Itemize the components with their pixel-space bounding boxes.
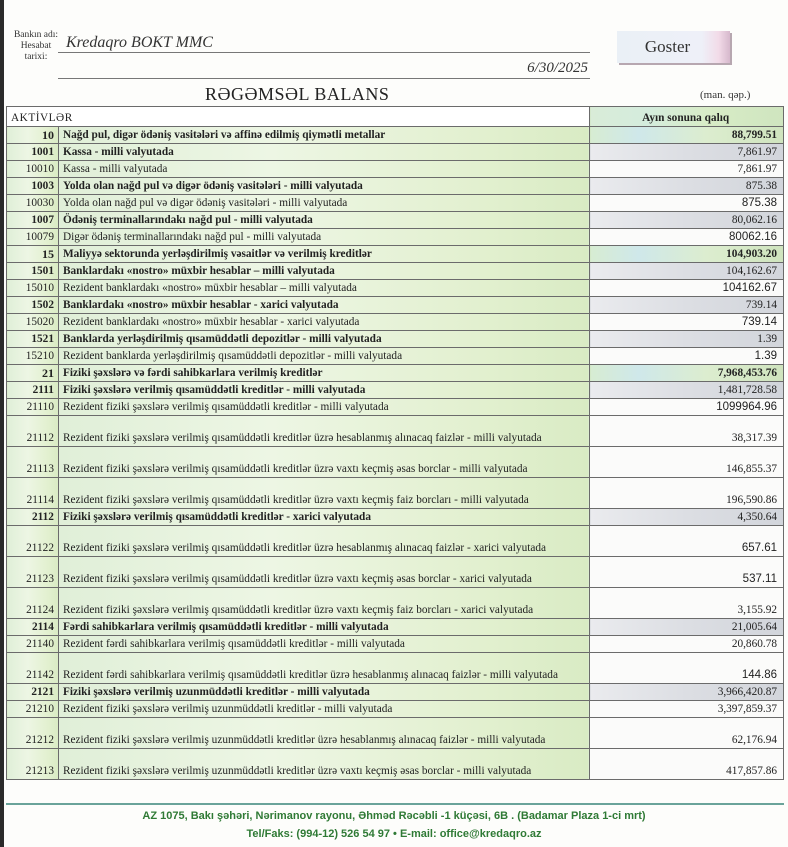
account-description: Digər ödəniş terminallarındakı nağd pul - milli valyutada [58,229,589,246]
account-code: 21210 [7,701,59,718]
account-code: 21112 [7,416,59,447]
account-balance: 21,005.64 [590,619,784,636]
report-header [0,0,788,108]
account-description: Rezident banklarda yerləşdirilmiş qısamüddətli depozitlər - milli valyutada [58,348,589,365]
table-row [7,557,784,588]
account-code: 10010 [7,161,59,178]
table-row [7,749,784,780]
account-description: Rezident fiziki şəxslərə verilmiş qısamüddətli kreditlər üzrə hesablanmış alınacaq faizlər - xarici valyutada [58,526,589,557]
account-balance: 88,799.51 [590,127,784,144]
footer-address: AZ 1075, Bakı şəhəri, Nərimanov rayonu, Əhməd Rəcəbli -1 küçəsi, 6B . (Badamar Plaza 1-ci mrt) [142,810,646,822]
account-balance: 104162.67 [590,280,784,297]
account-description: Rezident fiziki şəxslərə verilmiş uzunmüddətli kreditlər üzrə hesablanmış alınacaq faizlər - milli valyutada [58,718,589,749]
account-code: 1003 [7,178,59,195]
footer-divider [6,803,784,805]
account-balance: 875.38 [590,195,784,212]
report-date-value: 6/30/2025 [527,60,588,76]
account-code: 10030 [7,195,59,212]
table-row [7,229,784,246]
table-row [7,127,784,144]
bank-name-underline [58,52,590,53]
account-description: Rezident fiziki şəxslərə verilmiş qısamüddətli kreditlər üzrə hesablanmış alınacaq faizlər - milli valyutada [58,416,589,447]
account-balance: 3,966,420.87 [590,684,784,701]
account-description: Fiziki şəxslərə və fərdi sahibkarlara verilmiş kreditlər [58,365,589,382]
table-row [7,509,784,526]
field-labels [12,30,60,63]
table-row [7,684,784,701]
table-row [7,348,784,365]
table-row [7,331,784,348]
bank-name-label: Bankın adı: [13,30,59,40]
account-balance: 144.86 [590,653,784,684]
account-balance: 3,397,859.37 [590,701,784,718]
account-description: Rezident banklardakı «nostro» müxbir hesablar - xarici valyutada [58,314,589,331]
account-code: 21110 [7,399,59,416]
value-column-header: Ayın sonuna qalıq [590,107,784,127]
account-balance: 657.61 [590,526,784,557]
bank-name-value: Kredaqro BOKT MMC [66,34,213,51]
page-title: RƏGƏMSƏL BALANS [205,84,390,104]
account-balance: 80,062.16 [590,212,784,229]
account-code: 1502 [7,297,59,314]
account-code: 10079 [7,229,59,246]
account-code: 21123 [7,557,59,588]
account-description: Rezident fiziki şəxslərə verilmiş uzunmüddətli kreditlər üzrə vaxtı keçmiş əsas borclar - milli valyutada [58,749,589,780]
account-balance: 7,861.97 [590,144,784,161]
account-balance: 739.14 [590,314,784,331]
account-code: 21124 [7,588,59,619]
table-row [7,314,784,331]
account-description: Rezident fiziki şəxslərə verilmiş qısamüddətli kreditlər üzrə vaxtı keçmiş faiz borcları - milli valyutada [58,478,589,509]
account-code: 2112 [7,509,59,526]
account-balance: 80062.16 [590,229,784,246]
account-balance: 146,855.37 [590,447,784,478]
account-code: 2121 [7,684,59,701]
show-button[interactable]: Goster [617,31,730,63]
table-row [7,297,784,314]
table-row [7,246,784,263]
account-balance: 739.14 [590,297,784,314]
account-code: 1521 [7,331,59,348]
account-code: 21142 [7,653,59,684]
account-balance: 62,176.94 [590,718,784,749]
account-description: Banklardakı «nostro» müxbir hesablar - xarici valyutada [58,297,589,314]
table-row [7,478,784,509]
table-row [7,526,784,557]
table-row [7,382,784,399]
units-label: (man. qəp.) [700,89,751,101]
account-description: Banklarda yerləşdirilmiş qısamüddətli depozitlər - milli valyutada [58,331,589,348]
account-code: 21114 [7,478,59,509]
account-code: 2111 [7,382,59,399]
account-description: Fiziki şəxslərə verilmiş uzunmüddətli kreditlər - milli valyutada [58,684,589,701]
account-code: 10 [7,127,59,144]
account-code: 15020 [7,314,59,331]
footer-contact: Tel/Faks: (994-12) 526 54 97 • E-mail: office@kredaqro.az [246,828,542,840]
account-description: Rezident fiziki şəxslərə verilmiş qısamüddətli kreditlər üzrə vaxtı keçmiş faiz borcları - xarici valyutada [58,588,589,619]
account-description: Fiziki şəxslərə verilmiş qısamüddətli kreditlər - milli valyutada [58,382,589,399]
account-code: 15010 [7,280,59,297]
table-row [7,399,784,416]
account-code: 21213 [7,749,59,780]
account-code: 1001 [7,144,59,161]
table-row [7,263,784,280]
table-row [7,212,784,229]
table-row [7,636,784,653]
table-row [7,416,784,447]
table-row [7,701,784,718]
account-balance: 417,857.86 [590,749,784,780]
account-code: 21113 [7,447,59,478]
account-code: 1501 [7,263,59,280]
table-header-row [7,107,784,127]
table-row [7,619,784,636]
table-row [7,588,784,619]
report-date-label: Hesabat tarixi: [20,41,52,62]
balance-table [6,106,784,780]
account-description: Ödəniş terminallarındakı nağd pul - milli valyutada [58,212,589,229]
table-row [7,280,784,297]
account-description: Rezident fərdi sahibkarlara verilmiş qısamüddətli kreditlər - milli valyutada [58,636,589,653]
table-row [7,144,784,161]
account-balance: 38,317.39 [590,416,784,447]
account-code: 2114 [7,619,59,636]
account-balance: 20,860.78 [590,636,784,653]
account-description: Nağd pul, digər ödəniş vasitələri və affinə edilmiş qiymətli metallar [58,127,589,144]
table-row [7,178,784,195]
account-description: Maliyyə sektorunda yerləşdirilmiş vəsaitlər və verilmiş kreditlər [58,246,589,263]
account-code: 15210 [7,348,59,365]
section-label: AKTİVLƏR [7,107,590,127]
account-balance: 7,861.97 [590,161,784,178]
account-balance: 7,968,453.76 [590,365,784,382]
account-balance: 1.39 [590,348,784,365]
account-description: Yolda olan nağd pul və digər ödəniş vasitələri - milli valyutada [58,195,589,212]
account-balance: 104,162.67 [590,263,784,280]
account-description: Rezident fiziki şəxslərə verilmiş qısamüddətli kreditlər - milli valyutada [58,399,589,416]
table-row [7,718,784,749]
account-code: 21140 [7,636,59,653]
account-description: Rezident fiziki şəxslərə verilmiş qısamüddətli kreditlər üzrə vaxtı keçmiş əsas borclar - xarici valyutada [58,557,589,588]
window-edge [0,0,4,847]
account-description: Rezident fiziki şəxslərə verilmiş qısamüddətli kreditlər üzrə vaxtı keçmiş əsas borclar - milli valyutada [58,447,589,478]
account-balance: 875.38 [590,178,784,195]
account-balance: 537.11 [590,557,784,588]
account-description: Yolda olan nağd pul və digər ödəniş vasitələri - milli valyutada [58,178,589,195]
account-balance: 4,350.64 [590,509,784,526]
account-balance: 196,590.86 [590,478,784,509]
account-balance: 3,155.92 [590,588,784,619]
account-code: 21 [7,365,59,382]
account-description: Rezident fiziki şəxslərə verilmiş uzunmüddətli kreditlər - milli valyutada [58,701,589,718]
account-description: Banklardakı «nostro» müxbir hesablar – milli valyutada [58,263,589,280]
account-description: Rezident banklardakı «nostro» müxbir hesablar – milli valyutada [58,280,589,297]
table-row [7,653,784,684]
table-row [7,365,784,382]
account-code: 15 [7,246,59,263]
table-row [7,161,784,178]
account-description: Fərdi sahibkarlara verilmiş qısamüddətli kreditlər - milli valyutada [58,619,589,636]
account-description: Fiziki şəxslərə verilmiş qısamüddətli kreditlər - xarici valyutada [58,509,589,526]
account-balance: 104,903.20 [590,246,784,263]
table-row [7,195,784,212]
account-description: Rezident fərdi sahibkarlara verilmiş qısamüddətli kreditlər üzrə hesablanmış alınacaq faizlər - milli valyutada [58,653,589,684]
account-description: Kassa - milli valyutada [58,144,589,161]
account-balance: 1,481,728.58 [590,382,784,399]
account-code: 21212 [7,718,59,749]
account-description: Kassa - milli valyutada [58,161,589,178]
account-balance: 1099964.96 [590,399,784,416]
account-balance: 1.39 [590,331,784,348]
account-code: 1007 [7,212,59,229]
account-code: 21122 [7,526,59,557]
table-row [7,447,784,478]
report-date-underline [58,78,590,79]
